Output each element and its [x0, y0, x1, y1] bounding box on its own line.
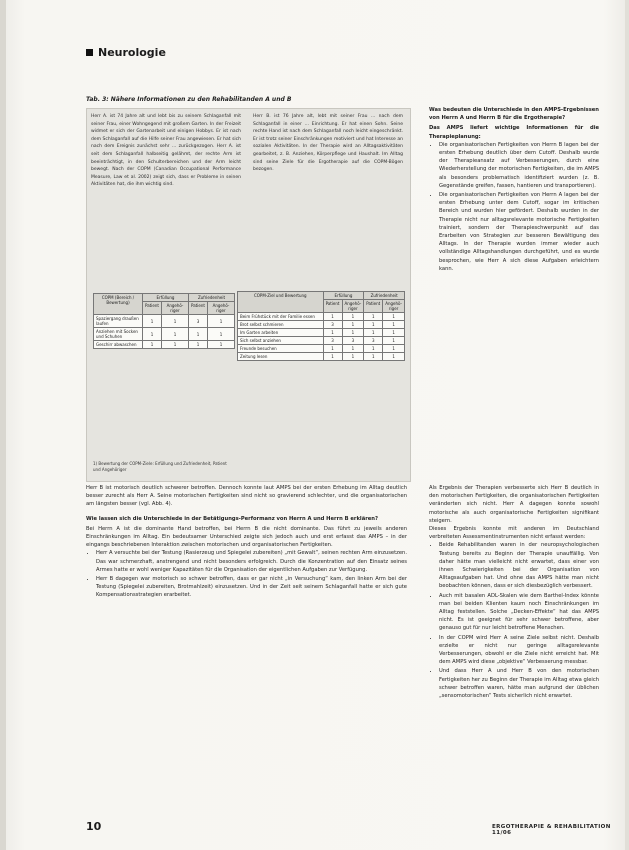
copm-b-row-label: Im Garten arbeiten: [238, 329, 324, 337]
page-edge-right: [625, 0, 629, 850]
table-row: [94, 328, 235, 341]
journal-footer: ERGOTHERAPIE & REHABILITATION 11/06: [492, 824, 611, 836]
table-cell: 1: [323, 329, 342, 337]
table-cell: 1: [342, 329, 364, 337]
table-cell: 1: [207, 315, 234, 328]
table-cell: 1: [364, 313, 383, 321]
table-cell: 3: [342, 337, 364, 345]
list-item: • Und dass Herr A und Herr B von den motorischen Fertigkeiten her zu Beginn der Therapie im Alltag etwa gleich schwer betroffen waren, hätte man aufgrund der üblichen „sensomotorischen“ Tests sicherlich nicht erwartet.: [439, 667, 599, 700]
copm-a-row-label: Spaziergang draußen laufen: [94, 315, 143, 328]
copm-b-row-label: Freunde besuchen: [238, 345, 324, 353]
table-row: [238, 353, 405, 361]
table-cell: 1: [207, 328, 234, 341]
copm-a-sub: Angehö-riger: [161, 302, 188, 315]
section-header: [86, 46, 166, 59]
bullet-list: [429, 141, 599, 273]
copm-a-row-label: Geschirr abwaschen: [94, 341, 143, 349]
paragraph: Herr B ist motorisch deutlich schwerer betroffen. Dennoch konnte laut AMPS bei der ersten Erhebung im Alltag deutlich besser zurecht als Herr A. Seine motorischen Fertigkeiten sind nicht so gravierend schlechter, und die organisatorischen am längsten besser (vgl. Abb. 4).: [86, 485, 407, 508]
question-heading-differences: Wie lassen sich die Unterschiede in der Betätigungs-Performanz von Herrn A und Herrn B erklären?: [86, 515, 378, 522]
table-cell: 1: [323, 345, 342, 353]
copm-a-sub: Patient: [189, 302, 208, 315]
section-square-icon: [86, 49, 93, 56]
table-cell: 1: [383, 321, 405, 329]
table-cell: 1: [161, 315, 188, 328]
copm-b-row-label: Brot selbst schmieren: [238, 321, 324, 329]
table-cell: 1: [143, 341, 162, 349]
list-item: • Die organisatorischen Fertigkeiten von Herrn B lagen bei der ersten Erhebung deutlich über dem Cutoff. Deshalb wurde der Therapieansatz auf Verbesserungen, durch eine Wiederherstellung der motorischen Fertigkeiten, die im AMPS als besonders problematisch identifiziert wurden (z. B. Gegenstände greifen, fassen, hantieren und transportieren).: [439, 141, 599, 190]
copm-a-head-satis: Zufriedenheit: [189, 294, 235, 302]
copm-a-sub: Patient: [143, 302, 162, 315]
table-cell: 1: [342, 313, 364, 321]
table-cell: 1: [323, 313, 342, 321]
section-title: Neurologie: [98, 46, 166, 59]
copm-b-sub: Angehö-riger: [342, 300, 364, 313]
column-right-mid: [429, 484, 599, 701]
list-item: • Herr B dagegen war motorisch so schwer betroffen, dass er gar nicht „in Versuchung“ kam, den linken Arm bei der Testung (Spiegelei zubereiten, Brotmahlzeit) einzusetzen. Und in der Zeit seit seinem Schlaganfall hatte er sich gute Kompensationsstrategien erarbeitet.: [96, 575, 407, 600]
table-row: [238, 345, 405, 353]
copm-b-row-label: Zeitung lesen: [238, 353, 324, 361]
table-cell: 3: [323, 321, 342, 329]
copm-a-row-label: Anziehen mit Socken und Schuhen: [94, 328, 143, 341]
table-cell: 1: [189, 341, 208, 349]
bullet-list: [429, 541, 599, 700]
table-cell: 3: [323, 337, 342, 345]
table-cell: 1: [323, 353, 342, 361]
paragraph: Dieses Ergebnis konnte mit anderen im Deutschland verbreiteten Assessmentinstrumenten nicht erfasst werden:: [429, 526, 599, 541]
table-cell: 1: [342, 345, 364, 353]
table-caption: Tab. 3: Nähere Informationen zu den Rehabilitanden A und B: [86, 96, 292, 103]
table-cell: 1: [189, 328, 208, 341]
intro-paragraph: Das AMPS liefert wichtige Informationen für die Therapieplanung:: [429, 125, 599, 140]
table-cell: 1: [364, 353, 383, 361]
table-cell: 1: [342, 353, 364, 361]
table-cell: 1: [383, 337, 405, 345]
table-cell: 3: [189, 315, 208, 328]
table-row: [238, 337, 405, 345]
table-cell: 1: [383, 313, 405, 321]
copm-b-sub: Patient: [364, 300, 383, 313]
table-cell: 1: [161, 328, 188, 341]
table-cell: 3: [364, 337, 383, 345]
list-item: • Auch mit basalen ADL-Skalen wie dem Barthel-Index könnte man bei beiden Klienten kaum noch Einschränkungen im Alltag feststellen. Solche „Decken-Effekte“ hat das AMPS nicht. Es ist geeignet für sehr schwer betroffene, aber genauso gut für nur leicht betroffene Menschen.: [439, 592, 599, 633]
table-cell: 1: [364, 329, 383, 337]
table-cell: 1: [207, 341, 234, 349]
table-footnote: 1) Bewertung der COPM-Ziele: Erfüllung und Zufriedenheit, Patient und Angehöriger: [93, 461, 227, 472]
table-row: [238, 313, 405, 321]
list-item: • Herr A versuchte bei der Testung (Rasierzeug und Spiegelei zubereiten) „mit Gewalt“, seinen rechten Arm einzusetzen. Das war schmerzhaft, anstrengend und nicht besonders erfolgreich. Durch die Konzentration auf den Einsatz seines Armes hatte er wohl weniger Kapazitäten für die Organisation der eigentlichen Aufgaben zur Verfügung.: [96, 549, 407, 574]
list-item: • Die organisatorischen Fertigkeiten von Herrn A lagen bei der ersten Erhebung unter dem Cutoff, sogar im kritischen Bereich und wurden hier gefördert. Deshalb wurden in der Therapie nicht nur alltagsrelevante motorische Fertigkeiten trainiert, sondern der Therapieschwerpunkt auf das Erarbeiten von Strategien zur besseren Bewältigung des Alltags. In der Therapie wurden immer wieder auch vollständige Alltagshandlungen durchgeführt, und es wurde besprochen, wie Herr A sich diese Aufgaben erleichtern kann.: [439, 191, 599, 273]
paragraph: Bei Herrn A ist die dominante Hand betroffen, bei Herrn B die nicht dominante. Das führt zu jeweils anderen Einschränkungen im Alltag. Ein bedeutsamer Unterschied zeigte sich jedoch auch und erst erfasst das AMPS – in der eingangs beschriebenen Interaktion zwischen motorischen und organisatorischen Fertigkeiten.: [86, 525, 407, 549]
list-item: • In der COPM wird Herr A seine Ziele selbst nicht. Deshalb erzielte er nicht nur geringe alltagsrelevante Verbesserungen, obwohl er die Ziele nicht erreicht hat. Mit dem AMPS wird diese „objektive“ Verbesserung messbar.: [439, 634, 599, 667]
table-row: [94, 341, 235, 349]
table-cell: 1: [342, 321, 364, 329]
table-cell: 1: [161, 341, 188, 349]
table-text-herr-b: Herr B. ist 76 Jahre alt, lebt mit seiner Frau ... nach dem Schlaganfall in einer ... Einrichtung. Er hat einen Sohn. Seine rechte Hand ist nach dem Schlaganfall noch leicht eingeschränkt. Er ist trotz seiner Einschränkungen motiviert und hat Interesse an sozialen Aktivitäten. In der Therapie wird an Alltagsaktivitäten gearbeitet, z. B. Anziehen, Körperpflege und Haushalt. Im Alltag sind seine Ziele für die Ergotherapie auf die COPM-Bögen bezogen.: [253, 114, 403, 173]
page-edge-left: [0, 0, 6, 850]
table-cell: 1: [383, 345, 405, 353]
table-cell: 1: [383, 353, 405, 361]
copm-b-head-perf: Erfüllung: [323, 292, 364, 300]
copm-b-row-label: Beim Frühstück mit der Familie essen: [238, 313, 324, 321]
table-text-herr-a: Herr A. ist 74 Jahre alt und lebt bis zu seinem Schlaganfall mit seiner Frau, einer Wohngegend mit großem Garten. In der Freizeit widmet er sich der Gartenarbeit und einigen Hobbys. Er ist nach dem Schlaganfall auf die Hilfe seiner Frau angewiesen. Er hat sich nach dem Ereignis zunächst sehr ... zurückgezogen. Herr A. ist seit dem Schlaganfall halbseitig gelähmt, der rechte Arm ist beeinträchtigt, in den Schulterbereichen und der Arm leicht bewegt. Nach der COPM (Canadian Occupational Performance Measure, Law et al. 2002) zeigt sich, dass er Probleme in seinen Aktivitäten hat, die ihm wichtig sind.: [91, 114, 241, 188]
table-row: [238, 321, 405, 329]
copm-b-head-copm: COPM-Ziel und Bewertung: [238, 292, 324, 313]
table-row: [238, 329, 405, 337]
copm-a-head-perf: Erfüllung: [143, 294, 189, 302]
table-cell: 1: [143, 315, 162, 328]
table-cell: 1: [364, 345, 383, 353]
table-cell: 1: [364, 321, 383, 329]
copm-table-b: [237, 291, 405, 361]
copm-a-sub: Angehö-riger: [207, 302, 234, 315]
bullet-list: [86, 549, 407, 599]
column-left-bottom: [86, 484, 407, 601]
info-table-box: [86, 108, 411, 482]
list-item: • Beide Rehabilitanden waren in der neuropsychologischen Testung bereits zu Beginn der Therapie unauffällig. Von daher hätte man vielleicht nicht erwartet, dass einer von ihnen Schwierigkeiten bei der Organisation von Alltagsaufgaben hat. Und ohne das AMPS hätte man nicht beobachten können, dass er sich diesbezüglich verbessert.: [439, 541, 599, 590]
paragraph: Als Ergebnis der Therapien verbesserte sich Herr B deutlich in den motorischen Fertigkeiten, die organisatorischen Fertigkeiten veränderten sich nicht. Herr A dagegen konnte sowohl motorische als auch organisatorische Fertigkeiten signifikant steigern.: [429, 485, 599, 524]
copm-b-head-satis: Zufriedenheit: [364, 292, 405, 300]
column-right-top: [429, 106, 599, 274]
table-cell: 1: [383, 329, 405, 337]
copm-b-row-label: Sich selbst anziehen: [238, 337, 324, 345]
copm-table-a: [93, 293, 235, 349]
table-cell: 1: [143, 328, 162, 341]
page-number: 10: [86, 820, 102, 833]
copm-a-head-copm: COPM (Bereich / Bewertung): [94, 294, 143, 315]
question-heading-amps: Was bedeuten die Unterschiede in den AMPS-Ergebnissen von Herrn A und Herrn B für die Ergotherapie?: [429, 107, 599, 122]
table-row: [94, 315, 235, 328]
copm-b-sub: Patient: [323, 300, 342, 313]
copm-b-sub: Angehö-riger: [383, 300, 405, 313]
